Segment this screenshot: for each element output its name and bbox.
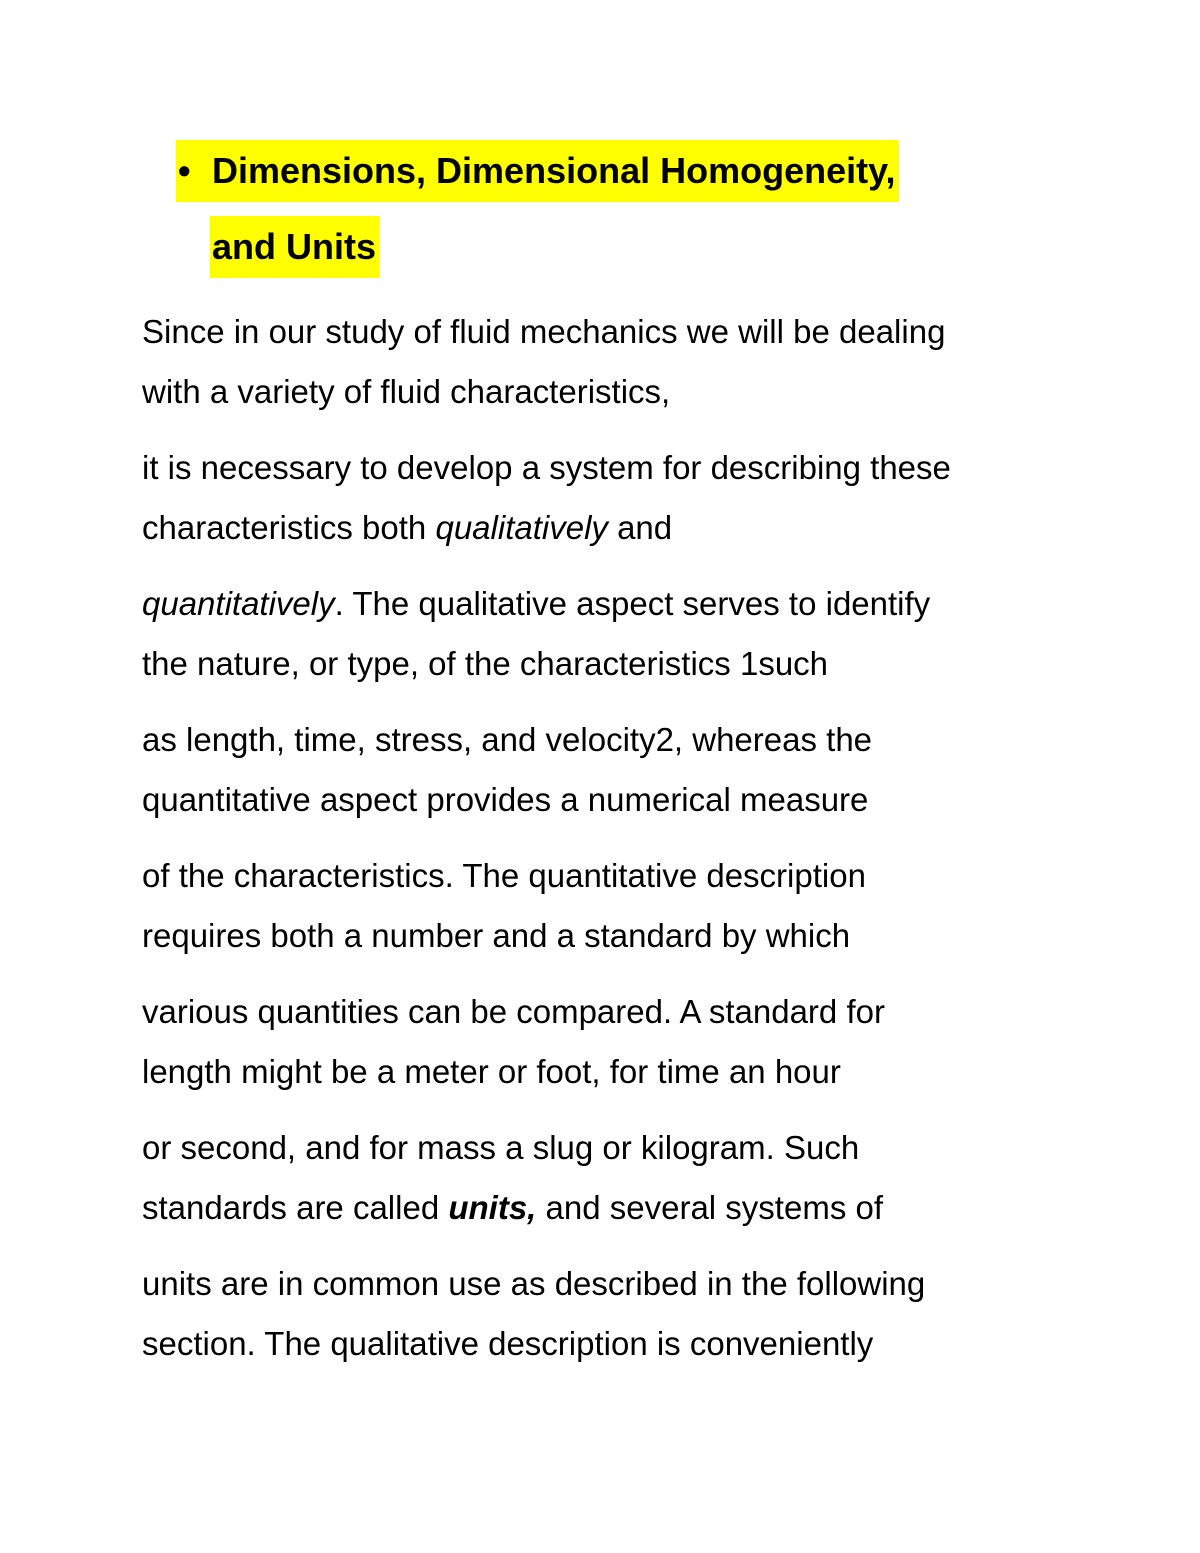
paragraph-line: various quantities can be compared. A standard for [142, 993, 885, 1030]
text-run: and [607, 509, 673, 546]
paragraph-line: as length, time, stress, and velocity2, whereas the [142, 721, 873, 758]
italic-quantitatively: quantitatively [142, 585, 335, 622]
paragraph-7 [142, 1118, 1042, 1238]
paragraph-line: it is necessary to develop a system for describing these [142, 449, 951, 486]
paragraph-line: units are in common use as described in the following [142, 1265, 926, 1302]
heading-line-2 [210, 216, 1006, 278]
paragraph-line: of the characteristics. The quantitative description [142, 857, 866, 894]
italic-qualitatively: qualitatively [435, 509, 608, 546]
paragraph-line [142, 498, 1042, 558]
paragraph-1 [142, 302, 1042, 422]
bullet-icon: • [178, 150, 191, 191]
paragraph-8 [142, 1254, 1042, 1374]
text-run: and several systems of [536, 1189, 884, 1226]
paragraph-5 [142, 846, 1042, 966]
paragraph-2 [142, 438, 1042, 558]
paragraph-line: requires both a number and a standard by which [142, 917, 851, 954]
paragraph-4 [142, 710, 1042, 830]
paragraph-line: with a variety of fluid characteristics, [142, 373, 671, 410]
paragraph-6 [142, 982, 1042, 1102]
heading-highlight-2 [210, 216, 380, 278]
paragraph-line: length might be a meter or foot, for time an hour [142, 1053, 841, 1090]
heading-highlight-1 [176, 140, 899, 202]
section-heading [176, 140, 1006, 292]
text-run: standards are called [142, 1189, 449, 1226]
heading-line-1 [176, 140, 1006, 202]
paragraph-line: the nature, or type, of the characteristics 1such [142, 645, 829, 682]
paragraph-line: quantitative aspect provides a numerical measure [142, 781, 869, 818]
paragraph-line [142, 574, 1042, 634]
body-text [142, 302, 1042, 1390]
text-run: characteristics both [142, 509, 436, 546]
heading-text-2: and Units [212, 226, 377, 267]
paragraph-line: or second, and for mass a slug or kilogram. Such [142, 1129, 860, 1166]
text-run: . The qualitative aspect serves to identify [334, 585, 931, 622]
paragraph-line [142, 1178, 1042, 1238]
paragraph-line: section. The qualitative description is conveniently [142, 1325, 874, 1362]
bold-italic-units: units, [448, 1189, 537, 1226]
paragraph-line: Since in our study of fluid mechanics we will be dealing [142, 313, 946, 350]
paragraph-3 [142, 574, 1042, 694]
heading-text-1: Dimensions, Dimensional Homogeneity, [212, 150, 896, 191]
